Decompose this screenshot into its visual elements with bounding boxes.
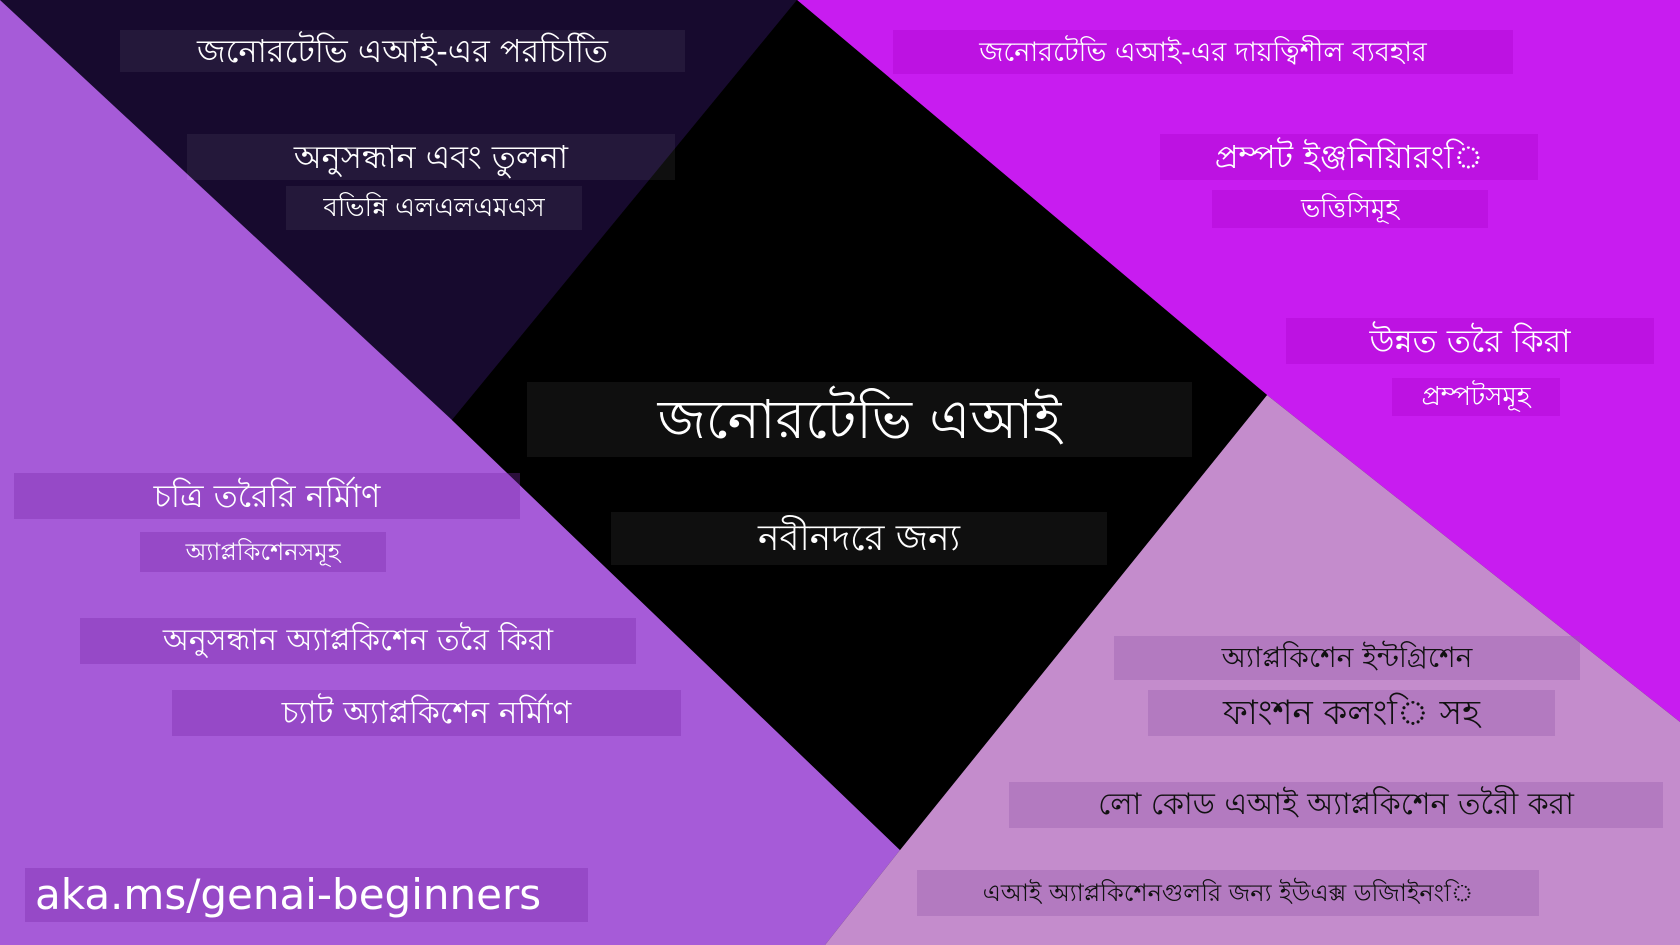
course-link-text[interactable]: aka.ms/genai-beginners [35,870,542,919]
advanced-prompt-subtitle-text: প্রম্পটসমূহ [1421,382,1531,412]
prompt-subtitle [1212,190,1488,228]
chat-app-title-text: চ্যাট অ্যাপ্লকিশেন নর্মিাণ [281,694,572,731]
prompt-title [1160,134,1538,180]
ux-title-text: এআই অ্যাপ্লকিশেনগুলরি জন্য ইউএক্স ডজিাইনংি [982,879,1474,907]
compare-title-text: অনুসন্ধান এবং তুলনা [293,138,569,176]
search-app-title [80,618,636,664]
search-app-title-text: অনুসন্ধান অ্যাপ্লকিশেন তরৈ কিরা [162,623,554,658]
main-title-text: জনোরটেভি এআই [657,387,1062,451]
text-generation-title-text: চত্রি তরৈরি নর্মিাণ [153,477,381,515]
ux-title [917,870,1539,916]
integration-title [1114,636,1580,680]
responsible-title-text: জনোরটেভি এআই-এর দায়ত্বিশীল ব্যবহার [979,36,1427,68]
intro-title [120,30,685,72]
main-subtitle-text: নবীনদরে জন্য [757,517,961,559]
advanced-prompt-title [1286,318,1654,364]
intro-title-text: জনোরটেভি এআই-এর পরচিতিি [197,32,608,70]
text-generation-subtitle [140,532,386,572]
responsible-title [893,30,1513,74]
main-title [527,382,1192,457]
integration-subtitle [1148,690,1555,736]
integration-title-text: অ্যাপ্লকিশেন ইন্টগ্রিশেন [1221,641,1473,674]
lowcode-title-text: লো কোড এআই অ্যাপ্লকিশেন তরৈী করা [1098,787,1574,822]
chat-app-title [172,690,681,736]
prompt-subtitle-text: ভত্তিসিমূহ [1300,194,1400,224]
prompt-title-text: প্রম্পট ইঞ্জনিয়িারংি [1214,138,1484,176]
main-subtitle [611,512,1107,565]
advanced-prompt-title-text: উন্নত তরৈ কিরা [1369,322,1571,360]
compare-subtitle-text: বভিন্নি এলএলএমএস [323,193,545,223]
lowcode-title [1009,782,1663,828]
compare-title [187,134,675,180]
compare-subtitle [286,186,582,230]
integration-subtitle-text: ফাংশন কলংি সহ [1222,693,1480,733]
text-generation-subtitle-text: অ্যাপ্লকিশেনসমূহ [185,538,341,566]
advanced-prompt-subtitle [1392,378,1560,416]
text-generation-title [14,473,520,519]
course-link[interactable] [25,868,588,922]
